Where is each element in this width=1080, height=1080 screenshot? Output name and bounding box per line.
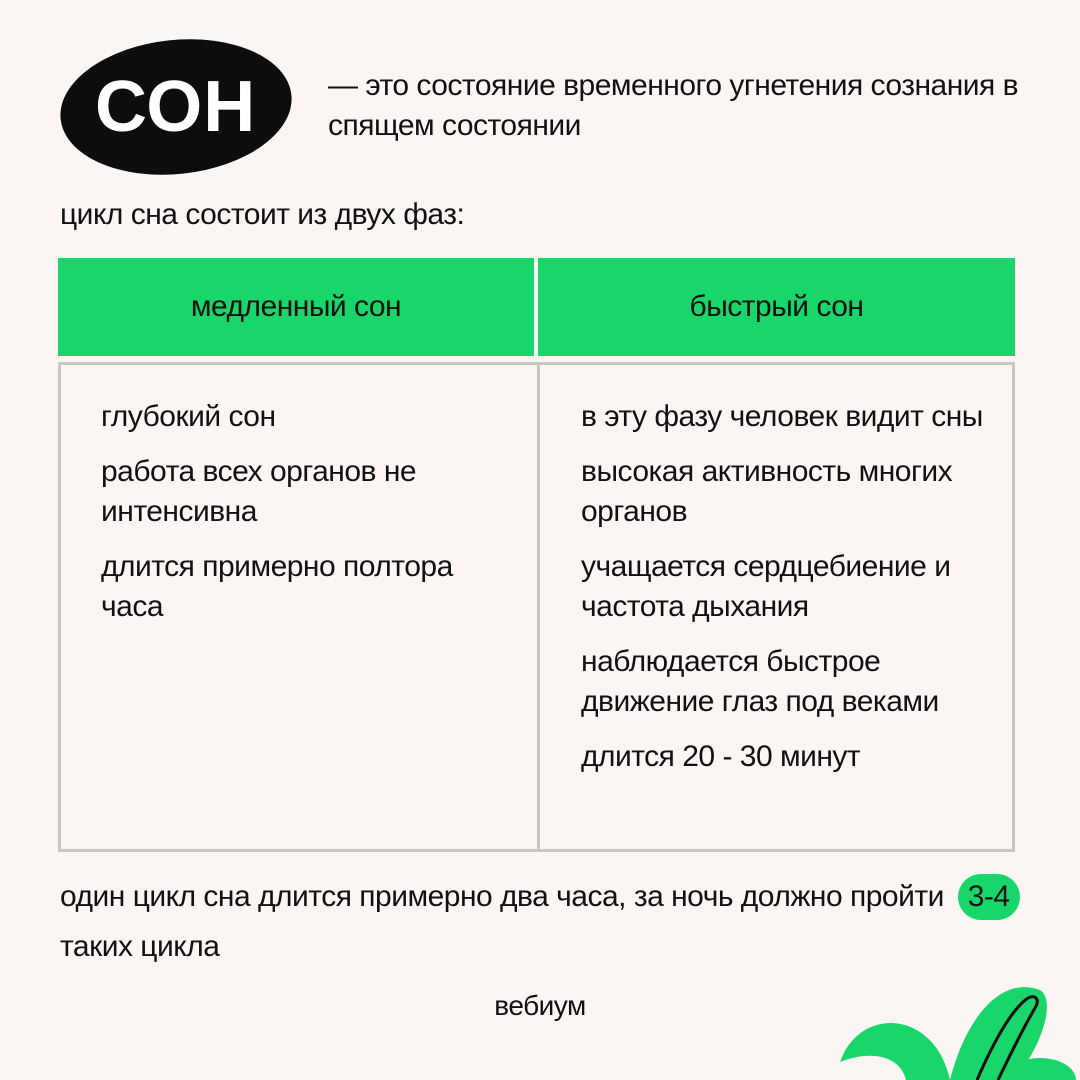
list-item: в эту фазу человек видит сны bbox=[581, 400, 983, 433]
intro-text: цикл сна состоит из двух фаз: bbox=[60, 198, 465, 231]
list-item: длится примерно полтора часа bbox=[101, 550, 453, 623]
list-item: длится 20 - 30 минут bbox=[581, 740, 861, 773]
list-item: работа всех органов не интенсивна bbox=[101, 455, 417, 528]
green-ribbon-logo-icon bbox=[840, 950, 1080, 1080]
hero-word: СОН bbox=[95, 67, 257, 148]
list-item: высокая активность многих органов bbox=[581, 455, 953, 528]
footer-line-start: один цикл сна длится примерно два часа, за ночь должно пройти bbox=[60, 880, 944, 913]
footer-line-end: таких цикла bbox=[60, 930, 220, 963]
slow-sleep-list bbox=[101, 397, 501, 642]
hero-badge bbox=[54, 28, 299, 186]
header-slow-sleep: медленный сон bbox=[58, 258, 534, 356]
fast-sleep-list bbox=[581, 397, 1001, 792]
list-item: учащается сердцебиение и частота дыхания bbox=[581, 550, 951, 623]
column-divider bbox=[537, 365, 540, 849]
phases-table-body bbox=[58, 362, 1015, 852]
definition-text: — это состояние временного угнетения сознания в спящем состоянии bbox=[328, 69, 1019, 142]
list-item: наблюдается быстрое движение глаз под веками bbox=[581, 645, 939, 718]
brand-name: вебиум bbox=[494, 990, 586, 1021]
header-fast-sleep: быстрый сон bbox=[538, 258, 1015, 356]
cycles-highlight-badge: 3-4 bbox=[958, 874, 1020, 920]
list-item: глубокий сон bbox=[101, 400, 276, 433]
